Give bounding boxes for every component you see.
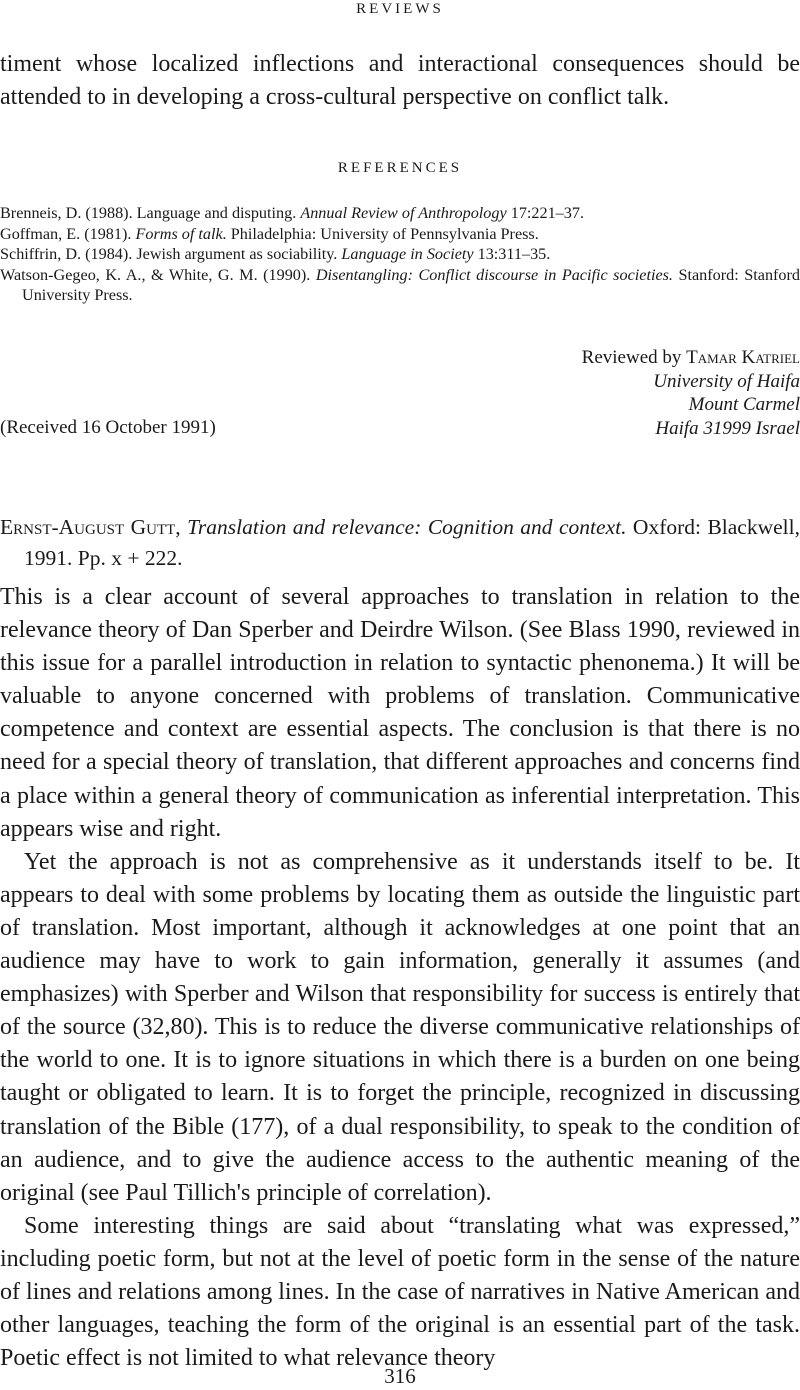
reference-source: Forms of talk.	[135, 224, 227, 243]
review-body	[0, 581, 800, 1375]
references-heading: REFERENCES	[337, 160, 463, 176]
reviewer-address: Haifa 31999 Israel	[655, 417, 800, 439]
book-title: Translation and relevance: Cognition and context.	[187, 515, 627, 539]
reference-source: Disentangling: Conflict discourse in Pacific societies.	[315, 265, 673, 284]
running-head: REVIEWS	[356, 1, 444, 17]
body-paragraph: Yet the approach is not as comprehensive as it understands itself to be. It appears to deal with some problems by locating them as outside the linguistic part of translation. Most important, although it acknowledges at one point that an audience may have to work to gain information, generally it assumes (and emphasizes) with Sperber and Wilson that responsibility for success is entirely that of the source (32,80). This is to reduce the diverse communicative relationships of the world to one. It is to ignore situations in which there is a burden on one being taught or obligated to learn. It is to forget the principle, recognized in discussing translation of the Bible (177), of a dual responsibility, to speak to the condition of an audience, and to give the audience access to the authentic meaning of the original (see Paul Tillich's principle of correlation).	[0, 848, 800, 1206]
reference-text: Schiffrin, D. (1984). Jewish argument as sociability.	[0, 245, 342, 263]
reference-details: Philadelphia: University of Pennsylvania Press.	[226, 224, 539, 243]
reference-source: Annual Review of Anthropology	[300, 204, 507, 222]
book-review-heading	[0, 512, 800, 574]
reference-source: Language in Society	[341, 245, 474, 263]
reviewed-by-label: Reviewed by	[581, 347, 682, 368]
reference-details: 13:311–35.	[473, 245, 551, 263]
reference-entry	[0, 265, 800, 306]
book-author: Ernst-August Gutt,	[0, 515, 181, 539]
body-paragraph: This is a clear account of several approaches to translation in relation to the relevance theory of Dan Sperber and Deirdre Wilson. (See Blass 1990, reviewed in this issue for a parallel introduction in relation to syntactic phenonema.) It will be valuable to anyone concerned with problems of translation. Communicative competence and context are essential aspects. The conclusion is that there is no need for a special theory of translation, that different approaches and concerns find a place within a general theory of communication as inferential interpretation. This appears wise and right.	[0, 584, 800, 842]
reference-details: Stanford: Stanford University Press.	[22, 265, 800, 304]
reviewer-location: Mount Carmel	[688, 394, 800, 415]
reference-text: Watson-Gegeo, K. A., & White, G. M. (1990).	[0, 265, 316, 284]
reviewer-affiliation: University of Haifa	[653, 370, 800, 392]
body-paragraph: Some interesting things are said about “translating what was expressed,” including poetic form, but not at the level of poetic form in the sense of the nature of lines and relations among lines. In the case of narratives in Native American and other languages, teaching the form of the original is an essential part of the task. Poetic effect is not limited to what relevance theory	[0, 1212, 800, 1372]
reference-details: 17:221–37.	[506, 204, 585, 222]
references-list	[0, 203, 800, 306]
reviewer-signoff	[400, 346, 800, 440]
page-number: 316	[384, 1364, 416, 1388]
reviewer-line	[400, 346, 800, 370]
reference-entry	[0, 244, 800, 265]
reference-entry	[0, 224, 800, 245]
received-date: (Received 16 October 1991)	[0, 417, 216, 438]
reference-text: Goffman, E. (1981).	[0, 224, 136, 243]
reviewer-name: Tamar Katriel	[686, 347, 800, 368]
book-publication: Oxford: Blackwell, 1991. Pp. x + 222.	[24, 515, 800, 570]
reference-text: Brenneis, D. (1988). Language and disputing.	[0, 204, 301, 222]
reference-entry	[0, 203, 800, 224]
continued-paragraph: timent whose localized inflections and interactional consequences should be attended to in developing a cross-cultural perspective on conflict talk.	[0, 51, 800, 110]
